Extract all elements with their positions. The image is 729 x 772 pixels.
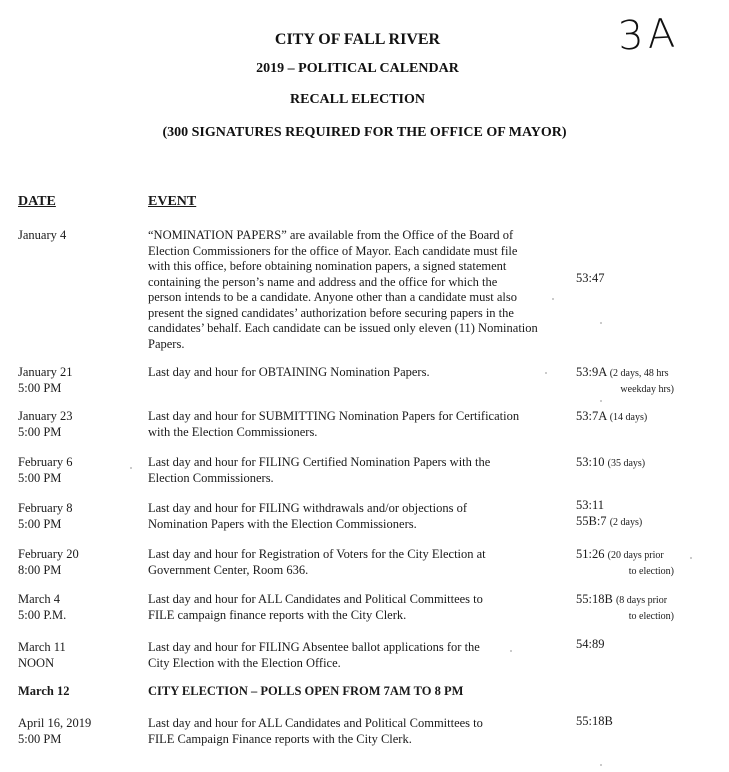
- row-citation: 55:18B (8 days prior to election): [576, 592, 674, 622]
- row-citation: 53:9A (2 days, 48 hrs weekday hrs): [576, 365, 674, 395]
- row-event: CITY ELECTION – POLLS OPEN FROM 7AM TO 8 PM: [148, 684, 464, 698]
- scan-speck: [545, 372, 547, 374]
- event-column-header: EVENT: [148, 194, 197, 209]
- scan-speck: [690, 557, 692, 559]
- row-date: January 4: [18, 228, 67, 242]
- row-date: January 21 5:00 PM: [18, 365, 73, 395]
- row-citation: 53:10 (35 days): [576, 455, 646, 469]
- signature-requirement: (300 SIGNATURES REQUIRED FOR THE OFFICE OF MAYOR): [162, 125, 567, 140]
- row-date: January 23 5:00 PM: [18, 409, 73, 439]
- row-citation: 55:18B: [576, 714, 613, 728]
- scan-speck: [600, 764, 602, 766]
- election-title: RECALL ELECTION: [290, 92, 425, 107]
- city-title: CITY OF FALL RIVER: [274, 31, 441, 48]
- handwritten-tag: 3A: [616, 10, 680, 60]
- row-event: Last day and hour for SUBMITTING Nomination Papers for Certification with the Election Commissioners.: [148, 409, 520, 439]
- row-citation: 51:26 (20 days prior to election): [576, 547, 674, 577]
- row-citation: 53:7A (14 days): [576, 409, 648, 423]
- row-date: March 11 NOON: [18, 640, 66, 670]
- scan-speck: [510, 650, 512, 652]
- row-date: February 20 8:00 PM: [18, 547, 79, 577]
- row-event: Last day and hour for ALL Candidates and Political Committees to FILE campaign finance reports with the City Clerk.: [148, 592, 483, 622]
- row-event: Last day and hour for FILING Certified Nomination Papers with the Election Commissioners.: [148, 455, 491, 485]
- row-event: Last day and hour for Registration of Voters for the City Election at Government Center, Room 636.: [148, 547, 486, 577]
- row-citation: 53:47: [576, 271, 605, 285]
- row-date: February 6 5:00 PM: [18, 455, 73, 485]
- row-citation: 53:11 55B:7 (2 days): [576, 498, 643, 528]
- row-date: March 4 5:00 P.M.: [18, 592, 67, 622]
- row-event: Last day and hour for OBTAINING Nomination Papers.: [148, 365, 430, 379]
- scan-speck: [552, 298, 554, 300]
- row-event: “NOMINATION PAPERS” are available from the Office of the Board of Election Commissioners for the office of Mayor. Each candidate must file with this office, before obtaining nomination papers, a signed statement containing the person’s name and address and the office for which the person intends to be a candidate. Anyone other than a candidate must also present the signed candidates’ authorization before securing papers in the candidates’ behalf. Each candidate can be issued only eleven (11) Nomination Papers.: [148, 228, 538, 351]
- row-date: March 12: [18, 684, 70, 698]
- scan-speck: [600, 400, 602, 402]
- row-date: February 8 5:00 PM: [18, 501, 73, 531]
- calendar-title: 2019 – POLITICAL CALENDAR: [256, 61, 459, 76]
- row-event: Last day and hour for FILING Absentee ballot applications for the City Election with the Election Office.: [148, 640, 480, 670]
- scan-speck: [130, 467, 132, 469]
- date-column-header: DATE: [18, 194, 56, 209]
- row-event: Last day and hour for ALL Candidates and Political Committees to FILE Campaign Finance reports with the City Clerk.: [148, 716, 483, 746]
- row-date: April 16, 2019 5:00 PM: [18, 716, 92, 746]
- scan-speck: [600, 322, 602, 324]
- row-event: Last day and hour for FILING withdrawals and/or objections of Nomination Papers with the Election Commissioners.: [148, 501, 468, 531]
- row-citation: 54:89: [576, 637, 605, 651]
